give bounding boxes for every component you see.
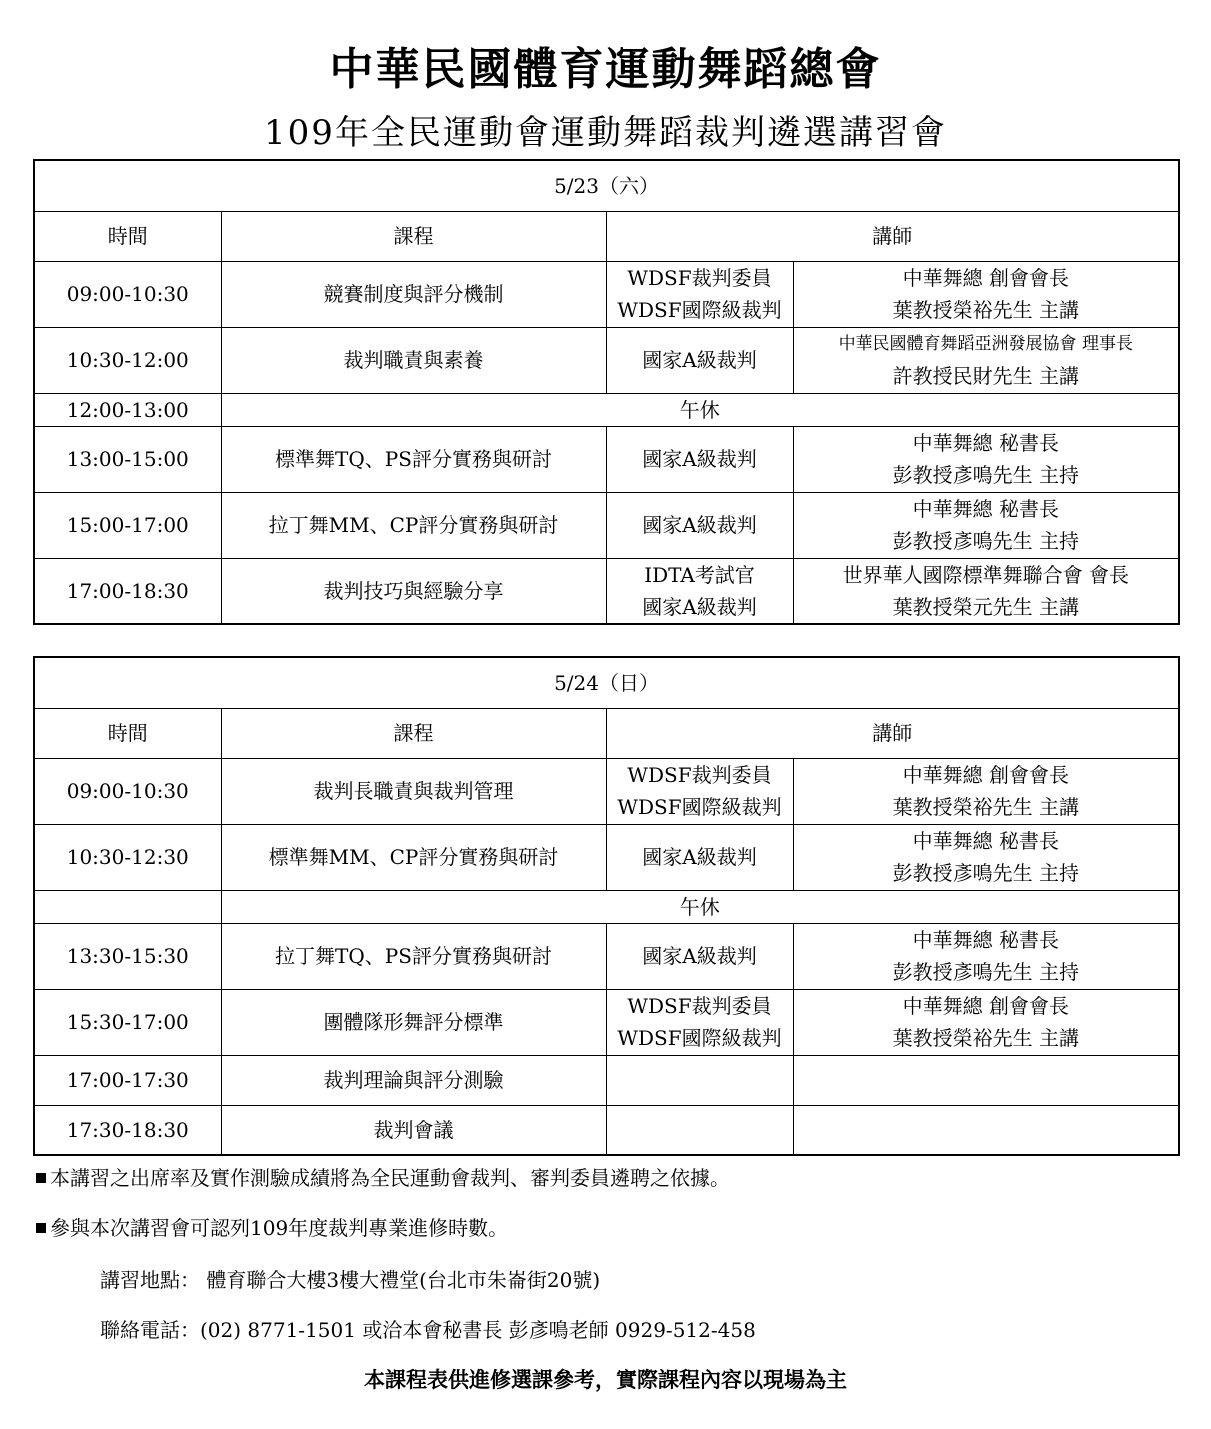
role-cell — [606, 1105, 793, 1155]
time-cell: 13:30-15:30 — [34, 923, 221, 989]
square-bullet-icon — [36, 1173, 46, 1183]
lecturer-cell — [793, 989, 1179, 1055]
footer-disclaimer: 本課程表供進修選課參考，實際課程內容以現場為主 — [364, 1367, 847, 1392]
role-line: WDSF國際級裁判 — [617, 795, 782, 819]
role-line: WDSF國際級裁判 — [617, 1026, 782, 1050]
square-bullet-icon — [36, 1223, 46, 1233]
table-row — [34, 923, 1179, 989]
table-row — [34, 1105, 1179, 1155]
lecturer-cell — [793, 492, 1179, 558]
role-cell — [606, 1055, 793, 1105]
course-cell: 裁判會議 — [221, 1105, 606, 1155]
lecturer-title: 中華舞總 秘書長 — [912, 928, 1059, 952]
role-line: WDSF裁判委員 — [627, 763, 772, 787]
role-line: 國家A級裁判 — [642, 594, 757, 619]
time-cell: 17:30-18:30 — [34, 1105, 221, 1155]
table-row — [34, 758, 1179, 824]
time-cell: 13:00-15:00 — [34, 426, 221, 492]
break-cell: 午休 — [221, 393, 1179, 426]
course-cell: 拉丁舞TQ、PS評分實務與研討 — [221, 923, 606, 989]
lecturer-name: 許教授民財先生 主講 — [892, 364, 1079, 388]
lecturer-cell — [793, 1055, 1179, 1105]
table-row — [34, 327, 1179, 393]
contact-info: 聯絡電話：(02) 8771-1501 或洽本會秘書長 彭彥鳴老師 0929-512-458 — [100, 1318, 756, 1342]
role-line: WDSF裁判委員 — [627, 994, 772, 1018]
table-row — [34, 1055, 1179, 1105]
role-line: WDSF國際級裁判 — [617, 298, 782, 322]
page-subtitle: 109年全民運動會運動舞蹈裁判遴選講習會 — [264, 113, 947, 153]
course-cell: 裁判技巧與經驗分享 — [221, 558, 606, 624]
lecturer-title: 中華舞總 秘書長 — [912, 497, 1059, 521]
lecturer-name: 彭教授彥鳴先生 主持 — [892, 960, 1079, 984]
note-credit-hours — [36, 1214, 508, 1242]
schedule-table-day1 — [33, 159, 1180, 625]
course-cell: 標準舞TQ、PS評分實務與研討 — [221, 426, 606, 492]
schedule-table-day2 — [33, 656, 1180, 1156]
lecturer-cell — [793, 824, 1179, 890]
lecturer-cell — [793, 1105, 1179, 1155]
break-cell: 午休 — [221, 890, 1179, 923]
header-lecturer: 講師 — [606, 708, 1179, 758]
lecturer-cell — [793, 261, 1179, 327]
page-title: 中華民國體育運動舞蹈總會 — [329, 44, 882, 95]
lecturer-title: 中華舞總 秘書長 — [912, 431, 1059, 455]
course-cell: 拉丁舞MM、CP評分實務與研討 — [221, 492, 606, 558]
note-text: 本講習之出席率及實作測驗成績將為全民運動會裁判、審判委員遴聘之依據。 — [50, 1166, 730, 1190]
lecturer-cell — [793, 758, 1179, 824]
lecturer-title: 中華舞總 秘書長 — [912, 829, 1059, 853]
lecturer-name: 彭教授彥鳴先生 主持 — [892, 861, 1079, 885]
lecturer-name: 彭教授彥鳴先生 主持 — [892, 463, 1079, 487]
header-time: 時間 — [34, 708, 221, 758]
role-cell — [606, 558, 793, 624]
lecturer-cell — [793, 558, 1179, 624]
lecturer-cell — [793, 327, 1179, 393]
role-cell — [606, 261, 793, 327]
table-row — [34, 890, 1179, 923]
lecturer-name: 葉教授榮裕先生 主講 — [892, 1026, 1079, 1050]
role-line: IDTA考試官 — [644, 562, 755, 587]
table-row — [34, 261, 1179, 327]
time-cell: 17:00-18:30 — [34, 558, 221, 624]
table-row — [34, 989, 1179, 1055]
course-cell: 團體隊形舞評分標準 — [221, 989, 606, 1055]
lecturer-title: 中華舞總 創會會長 — [902, 763, 1069, 787]
header-course: 課程 — [221, 708, 606, 758]
table-row — [34, 492, 1179, 558]
lecturer-cell — [793, 426, 1179, 492]
role-cell — [606, 989, 793, 1055]
day-header: 5/24（日） — [34, 657, 1179, 708]
role-cell: 國家A級裁判 — [606, 824, 793, 890]
note-text: 參與本次講習會可認列109年度裁判專業進修時數。 — [50, 1216, 509, 1240]
time-cell: 17:00-17:30 — [34, 1055, 221, 1105]
lecturer-title: 中華民國體育舞蹈亞洲發展協會 理事長 — [838, 334, 1133, 354]
time-cell: 10:30-12:30 — [34, 824, 221, 890]
time-cell: 15:00-17:00 — [34, 492, 221, 558]
course-cell: 裁判職責與素養 — [221, 327, 606, 393]
time-cell: 10:30-12:00 — [34, 327, 221, 393]
time-cell: 15:30-17:00 — [34, 989, 221, 1055]
time-cell: 09:00-10:30 — [34, 758, 221, 824]
venue-info: 講習地點： 體育聯合大樓3樓大禮堂(台北市朱崙街20號) — [100, 1268, 601, 1292]
table-row — [34, 558, 1179, 624]
course-cell: 裁判理論與評分測驗 — [221, 1055, 606, 1105]
course-cell: 標準舞MM、CP評分實務與研討 — [221, 824, 606, 890]
table-row — [34, 426, 1179, 492]
lecturer-name: 葉教授榮元先生 主講 — [892, 594, 1079, 619]
lecturer-name: 葉教授榮裕先生 主講 — [892, 298, 1079, 322]
course-cell: 裁判長職責與裁判管理 — [221, 758, 606, 824]
time-cell: 12:00-13:00 — [34, 393, 221, 426]
lecturer-name: 彭教授彥鳴先生 主持 — [892, 529, 1079, 553]
course-cell: 競賽制度與評分機制 — [221, 261, 606, 327]
role-cell: 國家A級裁判 — [606, 492, 793, 558]
header-time: 時間 — [34, 211, 221, 261]
table-row — [34, 393, 1179, 426]
lecturer-title: 中華舞總 創會會長 — [902, 266, 1069, 290]
role-cell: 國家A級裁判 — [606, 923, 793, 989]
lecturer-title: 中華舞總 創會會長 — [902, 994, 1069, 1018]
note-attendance — [36, 1164, 730, 1192]
time-cell: 09:00-10:30 — [34, 261, 221, 327]
day-header: 5/23（六） — [34, 160, 1179, 211]
header-lecturer: 講師 — [606, 211, 1179, 261]
lecturer-cell — [793, 923, 1179, 989]
lecturer-name: 葉教授榮裕先生 主講 — [892, 795, 1079, 819]
time-cell — [34, 890, 221, 923]
lecturer-title: 世界華人國際標準舞聯合會 會長 — [842, 562, 1129, 587]
role-line: WDSF裁判委員 — [627, 266, 772, 290]
role-cell: 國家A級裁判 — [606, 426, 793, 492]
table-row — [34, 824, 1179, 890]
header-course: 課程 — [221, 211, 606, 261]
role-cell — [606, 758, 793, 824]
role-cell: 國家A級裁判 — [606, 327, 793, 393]
